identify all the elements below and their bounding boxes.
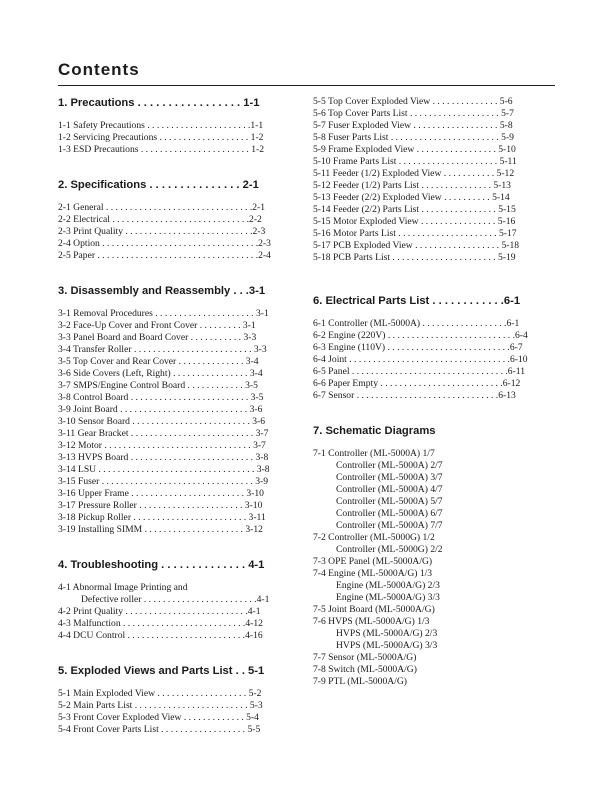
toc-entry[interactable]: 5-1 Main Exploded View . . . . . . . . . . . . . . . . . . . 5-2 <box>58 688 262 699</box>
toc-left-column <box>58 96 291 758</box>
toc-entry[interactable]: 3-7 SMPS/Engine Control Board . . . . . . . . . . . . 3-5 <box>58 380 258 391</box>
toc-entry[interactable]: 3-8 Control Board . . . . . . . . . . . . . . . . . . . . . . . . . 3-5 <box>58 392 264 403</box>
toc-entry[interactable]: 3-17 Pressure Roller . . . . . . . . . . . . . . . . . . . . . . 3-10 <box>58 500 263 511</box>
toc-entry[interactable]: 4-2 Print Quality . . . . . . . . . . . . . . . . . . . . . . . . . .4-1 <box>58 606 261 617</box>
toc-entry[interactable]: 6-5 Panel . . . . . . . . . . . . . . . . . . . . . . . . . . . . . . . . .6-11 <box>313 366 526 377</box>
page-title: Contents <box>58 60 140 79</box>
toc-section-disassembly <box>58 284 291 536</box>
toc-section-exploded-views-continued <box>313 96 545 264</box>
toc-entry[interactable]: 3-12 Motor . . . . . . . . . . . . . . . . . . . . . . . . . . . . . . . 3-7 <box>58 440 266 451</box>
toc-entry[interactable]: 1-1 Safety Precautions . . . . . . . . . . . . . . . . . . . . . .1-1 <box>58 120 264 131</box>
toc-entry[interactable]: 4-3 Malfunction . . . . . . . . . . . . . . . . . . . . . . . . . .4-12 <box>58 618 263 629</box>
toc-entry[interactable]: 3-16 Upper Frame . . . . . . . . . . . . . . . . . . . . . . . . 3-10 <box>58 488 264 499</box>
toc-entry[interactable]: 5-15 Motor Exploded View . . . . . . . . . . . . . . . . 5-16 <box>313 216 516 227</box>
toc-entry[interactable]: 4-1 Abnormal Image Printing and <box>58 582 188 593</box>
toc-entry[interactable]: 3-11 Gear Bracket . . . . . . . . . . . . . . . . . . . . . . . . . . 3-7 <box>58 428 269 439</box>
toc-entry[interactable]: 5-14 Feeder (2/2) Parts List . . . . . . . . . . . . . . . . 5-15 <box>313 204 516 215</box>
toc-entry[interactable]: Controller (ML-5000A) 2/7 <box>336 460 443 471</box>
toc-entry[interactable]: 5-5 Top Cover Exploded View . . . . . . . . . . . . . . 5-6 <box>313 96 513 107</box>
toc-entry[interactable]: 7-1 Controller (ML-5000A) 1/7 <box>313 448 435 459</box>
toc-entry[interactable]: Controller (ML-5000A) 6/7 <box>336 508 443 519</box>
toc-section-electrical-parts <box>313 294 545 402</box>
toc-entry[interactable]: Controller (ML-5000G) 2/2 <box>336 544 443 555</box>
toc-entry[interactable]: Engine (ML-5000A/G) 3/3 <box>336 592 440 603</box>
toc-entry[interactable]: 5-3 Front Cover Exploded View . . . . . . . . . . . . . 5-4 <box>58 712 259 723</box>
toc-entry[interactable]: 7-2 Controller (ML-5000G) 1/2 <box>313 532 435 543</box>
section-heading[interactable]: 4. Troubleshooting . . . . . . . . . . . . . . 4-1 <box>58 559 265 571</box>
title-rule <box>58 85 555 86</box>
toc-entry[interactable]: HVPS (ML-5000A/G) 3/3 <box>336 640 438 651</box>
toc-entry[interactable]: 7-6 HVPS (ML-5000A/G) 1/3 <box>313 616 430 627</box>
toc-right-column <box>313 96 545 710</box>
toc-entry[interactable]: 2-3 Print Quality . . . . . . . . . . . . . . . . . . . . . . . . . . .2-3 <box>58 226 266 237</box>
toc-entry[interactable]: 6-1 Controller (ML-5000A) . . . . . . . . . . . . . . . . . .6-1 <box>313 318 520 329</box>
toc-entry[interactable]: 7-5 Joint Board (ML-5000A/G) <box>313 604 435 615</box>
toc-entry[interactable]: 5-9 Frame Exploded View . . . . . . . . . . . . . . . . . 5-10 <box>313 144 516 155</box>
toc-entry[interactable]: Controller (ML-5000A) 7/7 <box>336 520 443 531</box>
toc-entry[interactable]: 6-2 Engine (220V) . . . . . . . . . . . . . . . . . . . . . . . . . . .6-4 <box>313 330 528 341</box>
toc-entry[interactable]: 1-2 Servicing Precautions . . . . . . . . . . . . . . . . . . . 1-2 <box>58 132 264 143</box>
toc-entry[interactable]: 5-13 Feeder (2/2) Exploded View . . . . . . . . . . 5-14 <box>313 192 510 203</box>
toc-entry[interactable]: 4-4 DCU Control . . . . . . . . . . . . . . . . . . . . . . . . .4-16 <box>58 630 263 641</box>
toc-entry[interactable]: 5-18 PCB Parts List . . . . . . . . . . . . . . . . . . . . . . 5-19 <box>313 252 516 263</box>
section-heading[interactable]: 7. Schematic Diagrams <box>313 425 436 437</box>
toc-entry[interactable]: 7-3 OPE Panel (ML-5000A/G) <box>313 556 433 567</box>
toc-section-exploded-views <box>58 664 291 736</box>
toc-entry[interactable]: 1-3 ESD Precautions . . . . . . . . . . . . . . . . . . . . . . . 1-2 <box>58 144 264 155</box>
toc-entry[interactable]: 7-8 Switch (ML-5000A/G) <box>313 664 417 675</box>
toc-entry[interactable]: Engine (ML-5000A/G) 2/3 <box>336 580 440 591</box>
toc-entry[interactable]: 3-2 Face-Up Cover and Front Cover . . . . . . . . . 3-1 <box>58 320 256 331</box>
toc-entry[interactable]: 5-7 Fuser Exploded View . . . . . . . . . . . . . . . . . . 5-8 <box>313 120 513 131</box>
toc-entry[interactable]: 7-7 Sensor (ML-5000A/G) <box>313 652 417 663</box>
toc-entry[interactable]: 3-18 Pickup Roller . . . . . . . . . . . . . . . . . . . . . . . . 3-11 <box>58 512 266 523</box>
toc-entry[interactable]: 6-4 Joint . . . . . . . . . . . . . . . . . . . . . . . . . . . . . . . . . .6-10 <box>313 354 528 365</box>
toc-entry[interactable]: 2-1 General . . . . . . . . . . . . . . . . . . . . . . . . . . . . . . .2-1 <box>58 202 266 213</box>
section-heading[interactable]: 3. Disassembly and Reassembly . . .3-1 <box>58 285 266 297</box>
toc-entry[interactable]: 2-5 Paper . . . . . . . . . . . . . . . . . . . . . . . . . . . . . . . . . .2-4 <box>58 250 271 261</box>
toc-entry[interactable]: 3-4 Transfer Roller . . . . . . . . . . . . . . . . . . . . . . . . . 3-3 <box>58 344 267 355</box>
toc-entry[interactable]: 2-2 Electrical . . . . . . . . . . . . . . . . . . . . . . . . . . . . .2-2 <box>58 214 262 225</box>
toc-entry[interactable]: 5-4 Front Cover Parts List . . . . . . . . . . . . . . . . . . 5-5 <box>58 724 261 735</box>
toc-entry[interactable]: Controller (ML-5000A) 4/7 <box>336 484 443 495</box>
toc-entry[interactable]: 3-15 Fuser . . . . . . . . . . . . . . . . . . . . . . . . . . . . . . . . 3-9 <box>58 476 268 487</box>
toc-entry[interactable]: 5-17 PCB Exploded View . . . . . . . . . . . . . . . . . . 5-18 <box>313 240 520 251</box>
toc-entry[interactable]: 7-9 PTL (ML-5000A/G) <box>313 676 407 687</box>
toc-entry[interactable]: 3-5 Top Cover and Rear Cover . . . . . . . . . . . . . . 3-4 <box>58 356 259 367</box>
toc-entry[interactable]: 5-11 Feeder (1/2) Exploded View . . . . . . . . . . . 5-12 <box>313 168 515 179</box>
toc-entry[interactable]: 5-6 Top Cover Parts List . . . . . . . . . . . . . . . . . . . 5-7 <box>313 108 514 119</box>
section-heading[interactable]: 5. Exploded Views and Parts List . . 5-1 <box>58 665 265 677</box>
toc-entry[interactable]: 3-14 LSU . . . . . . . . . . . . . . . . . . . . . . . . . . . . . . . . . 3-8 <box>58 464 270 475</box>
toc-entry[interactable]: Defective roller . . . . . . . . . . . . . . . . . . . . . . . .4-1 <box>81 594 270 605</box>
section-heading[interactable]: 6. Electrical Parts List . . . . . . . . . . . .6-1 <box>313 295 521 307</box>
toc-entry[interactable]: 3-19 Installing SIMM . . . . . . . . . . . . . . . . . . . . . 3-12 <box>58 524 263 535</box>
toc-section-specifications <box>58 178 291 262</box>
toc-section-schematic-diagrams <box>313 424 545 688</box>
toc-entry[interactable]: 6-3 Engine (110V) . . . . . . . . . . . . . . . . . . . . . . . . . .6-7 <box>313 342 523 353</box>
toc-entry[interactable]: 2-4 Option . . . . . . . . . . . . . . . . . . . . . . . . . . . . . . . . .2-3 <box>58 238 271 249</box>
toc-entry[interactable]: 6-6 Paper Empty . . . . . . . . . . . . . . . . . . . . . . . . . .6-12 <box>313 378 521 389</box>
toc-entry[interactable]: 3-6 Side Covers (Left, Right) . . . . . . . . . . . . . . . . 3-4 <box>58 368 263 379</box>
toc-entry[interactable]: Controller (ML-5000A) 3/7 <box>336 472 443 483</box>
toc-entry[interactable]: 7-4 Engine (ML-5000A/G) 1/3 <box>313 568 433 579</box>
toc-entry[interactable]: 3-10 Sensor Board . . . . . . . . . . . . . . . . . . . . . . . . . 3-6 <box>58 416 266 427</box>
toc-entry[interactable]: Controller (ML-5000A) 5/7 <box>336 496 443 507</box>
toc-entry[interactable]: 3-13 HVPS Board . . . . . . . . . . . . . . . . . . . . . . . . . . 3-8 <box>58 452 269 463</box>
toc-entry[interactable]: 5-16 Motor Parts List . . . . . . . . . . . . . . . . . . . . . 5-17 <box>313 228 517 239</box>
toc-entry[interactable]: 3-9 Joint Board . . . . . . . . . . . . . . . . . . . . . . . . . . . 3-6 <box>58 404 263 415</box>
toc-entry[interactable]: 6-7 Sensor . . . . . . . . . . . . . . . . . . . . . . . . . . . . . .6-13 <box>313 390 516 401</box>
section-heading[interactable]: 1. Precautions . . . . . . . . . . . . . . . . . 1-1 <box>58 97 260 109</box>
toc-entry[interactable]: 5-10 Frame Parts List . . . . . . . . . . . . . . . . . . . . . 5-11 <box>313 156 517 167</box>
toc-section-troubleshooting <box>58 558 291 642</box>
toc-entry[interactable]: 5-2 Main Parts List . . . . . . . . . . . . . . . . . . . . . . . . 5-3 <box>58 700 263 711</box>
toc-entry[interactable]: HVPS (ML-5000A/G) 2/3 <box>336 628 438 639</box>
section-heading[interactable]: 2. Specifications . . . . . . . . . . . . . . . 2-1 <box>58 179 259 191</box>
toc-entry[interactable]: 3-1 Removal Procedures . . . . . . . . . . . . . . . . . . . . . 3-1 <box>58 308 269 319</box>
toc-entry[interactable]: 3-3 Panel Board and Board Cover . . . . . . . . . . . 3-3 <box>58 332 257 343</box>
toc-entry[interactable]: 5-12 Feeder (1/2) Parts List . . . . . . . . . . . . . . . 5-13 <box>313 180 511 191</box>
toc-entry[interactable]: 5-8 Fuser Parts List . . . . . . . . . . . . . . . . . . . . . . . 5-9 <box>313 132 514 143</box>
toc-section-precautions <box>58 96 291 156</box>
